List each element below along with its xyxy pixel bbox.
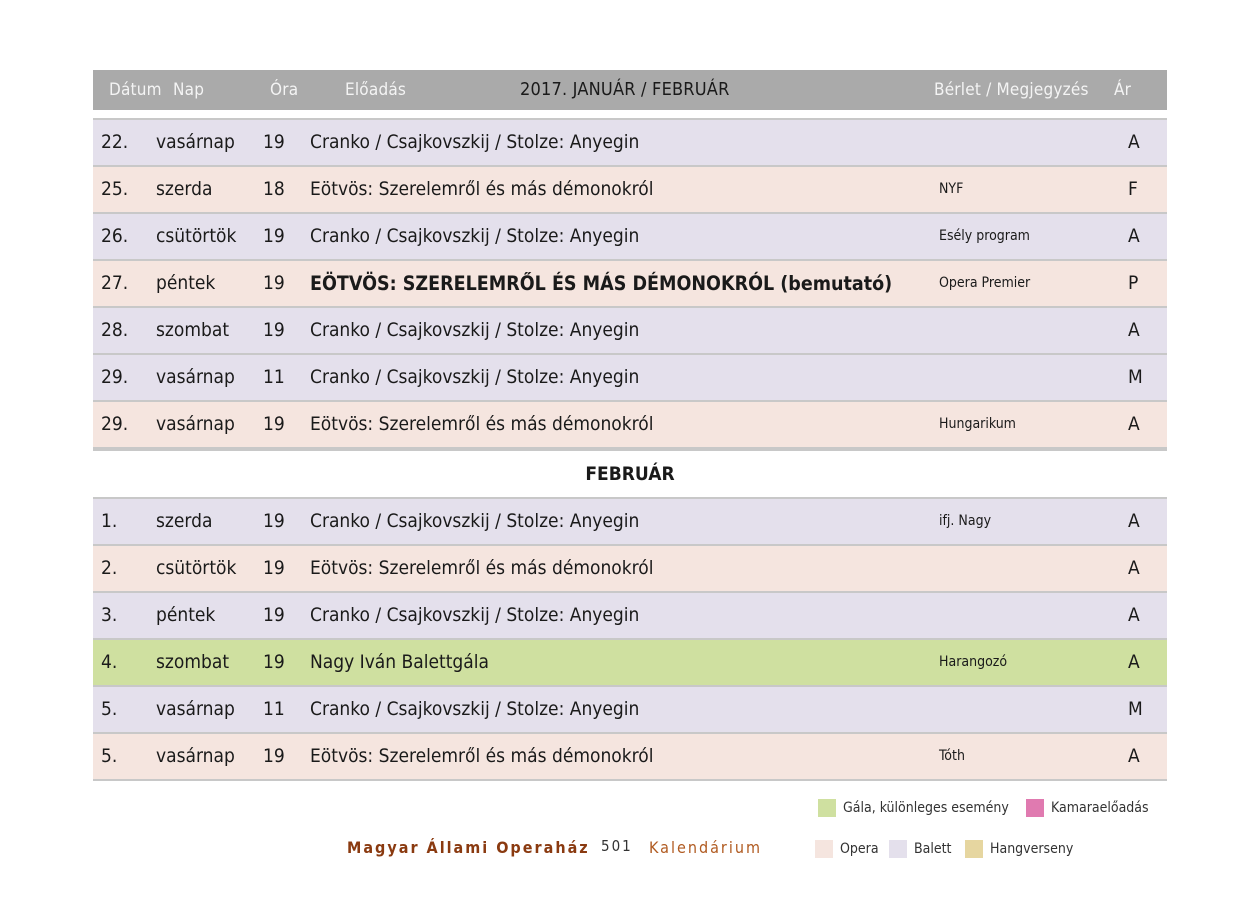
legend-label-balett: Balett (914, 841, 952, 857)
row-note: Esély program (939, 228, 1030, 244)
row-hour: 19 (263, 557, 285, 579)
page-number: 501 (601, 837, 633, 855)
schedule-row (93, 638, 1167, 685)
january-rows (93, 118, 1167, 449)
row-note: Harangozó (939, 654, 1008, 670)
row-title: Cranko / Csajkovszkij / Stolze: Anyegin (310, 604, 640, 626)
row-note: Tóth (939, 748, 965, 764)
row-date: 25. (101, 178, 129, 200)
row-title: Eötvös: Szerelemről és más démonokról (310, 557, 654, 579)
row-day: vasárnap (156, 413, 235, 435)
legend-opera (815, 840, 879, 858)
schedule-row (93, 118, 1167, 165)
row-hour: 19 (263, 319, 285, 341)
row-day: péntek (156, 604, 216, 626)
row-title: Cranko / Csajkovszkij / Stolze: Anyegin (310, 366, 640, 388)
row-hour: 11 (263, 366, 285, 388)
row-day: csütörtök (156, 557, 237, 579)
row-price: P (1128, 272, 1139, 294)
row-date: 1. (101, 510, 118, 532)
row-day: vasárnap (156, 131, 235, 153)
row-price: A (1128, 413, 1140, 435)
schedule-row (93, 732, 1167, 781)
row-hour: 19 (263, 510, 285, 532)
row-day: szombat (156, 319, 230, 341)
row-title: Cranko / Csajkovszkij / Stolze: Anyegin (310, 131, 640, 153)
row-hour: 19 (263, 131, 285, 153)
row-price: A (1128, 510, 1140, 532)
row-hour: 19 (263, 651, 285, 673)
legend-chamber (1026, 799, 1149, 817)
row-title: Cranko / Csajkovszkij / Stolze: Anyegin (310, 319, 640, 341)
row-note: NYF (939, 181, 964, 197)
col-header-show: Előadás (345, 80, 407, 100)
row-date: 26. (101, 225, 129, 247)
schedule-row (93, 212, 1167, 259)
row-price: M (1128, 366, 1143, 388)
row-title: Cranko / Csajkovszkij / Stolze: Anyegin (310, 510, 640, 532)
row-note: Hungarikum (939, 416, 1016, 432)
legend-swatch-chamber (1026, 799, 1044, 817)
row-date: 29. (101, 413, 129, 435)
row-title: Cranko / Csajkovszkij / Stolze: Anyegin (310, 225, 640, 247)
legend-swatch-balett (889, 840, 907, 858)
page-title: 2017. JANUÁR / FEBRUÁR (520, 79, 730, 100)
schedule-row (93, 400, 1167, 449)
col-header-note: Bérlet / Megjegyzés (934, 80, 1089, 100)
row-day: szerda (156, 510, 213, 532)
row-date: 2. (101, 557, 118, 579)
row-title: EÖTVÖS: SZERELEMRŐL ÉS MÁS DÉMONOKRÓL (bemutató) (310, 272, 893, 295)
row-price: A (1128, 319, 1140, 341)
row-hour: 19 (263, 604, 285, 626)
schedule-row (93, 259, 1167, 306)
row-price: A (1128, 745, 1140, 767)
schedule-row (93, 353, 1167, 400)
row-day: csütörtök (156, 225, 237, 247)
row-price: A (1128, 557, 1140, 579)
schedule-row (93, 591, 1167, 638)
row-date: 22. (101, 131, 129, 153)
col-header-hour: Óra (270, 80, 299, 100)
col-header-price: Ár (1114, 80, 1132, 100)
legend-swatch-concert (965, 840, 983, 858)
row-hour: 19 (263, 745, 285, 767)
col-header-date: Dátum (109, 80, 162, 100)
february-rows (93, 497, 1167, 781)
row-hour: 19 (263, 272, 285, 294)
legend-label-concert: Hangverseny (990, 841, 1074, 857)
row-day: vasárnap (156, 366, 235, 388)
month-heading-february: FEBRUÁR (93, 449, 1167, 497)
row-title: Eötvös: Szerelemről és más démonokról (310, 178, 654, 200)
row-price: M (1128, 698, 1143, 720)
legend-label-gala: Gála, különleges esemény (843, 800, 1009, 816)
row-title: Cranko / Csajkovszkij / Stolze: Anyegin (310, 698, 640, 720)
table-header (93, 70, 1167, 110)
row-date: 27. (101, 272, 129, 294)
row-price: A (1128, 225, 1140, 247)
legend-swatch-opera (815, 840, 833, 858)
row-date: 5. (101, 745, 118, 767)
legend-concert (965, 840, 1073, 858)
row-date: 4. (101, 651, 118, 673)
row-price: A (1128, 651, 1140, 673)
col-header-day: Nap (173, 80, 205, 100)
row-hour: 19 (263, 413, 285, 435)
row-title: Eötvös: Szerelemről és más démonokról (310, 413, 654, 435)
legend-label-opera: Opera (840, 841, 879, 857)
row-hour: 19 (263, 225, 285, 247)
schedule-row (93, 544, 1167, 591)
schedule-row (93, 165, 1167, 212)
row-note: ifj. Nagy (939, 513, 992, 529)
schedule-table (93, 70, 1167, 781)
legend-gala (818, 799, 1009, 817)
row-date: 3. (101, 604, 118, 626)
row-date: 28. (101, 319, 129, 341)
row-title: Nagy Iván Balettgála (310, 651, 489, 673)
row-price: A (1128, 604, 1140, 626)
row-day: péntek (156, 272, 216, 294)
row-hour: 11 (263, 698, 285, 720)
row-date: 5. (101, 698, 118, 720)
row-price: F (1128, 178, 1138, 200)
row-date: 29. (101, 366, 129, 388)
row-day: szombat (156, 651, 230, 673)
footer-house-name: Magyar Állami Operaház (347, 838, 590, 857)
row-day: vasárnap (156, 698, 235, 720)
row-note: Opera Premier (939, 275, 1031, 291)
legend-swatch-gala (818, 799, 836, 817)
row-price: A (1128, 131, 1140, 153)
footer-calendar: Kalendárium (649, 838, 762, 857)
row-hour: 18 (263, 178, 285, 200)
legend-label-chamber: Kamaraelőadás (1051, 800, 1149, 816)
schedule-row (93, 497, 1167, 544)
legend-balett (889, 840, 951, 858)
row-title: Eötvös: Szerelemről és más démonokról (310, 745, 654, 767)
row-day: vasárnap (156, 745, 235, 767)
schedule-row (93, 306, 1167, 353)
schedule-row (93, 685, 1167, 732)
row-day: szerda (156, 178, 213, 200)
